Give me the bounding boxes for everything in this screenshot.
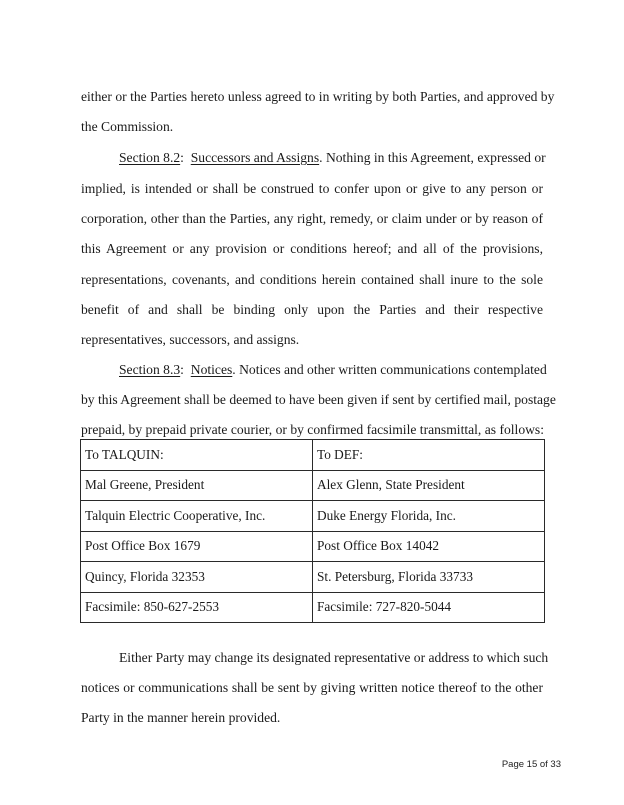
body-text-line: benefit of and shall be binding only upon the Parties and their respective xyxy=(81,302,543,317)
body-text-line: corporation, other than the Parties, any right, remedy, or claim under or by reason of xyxy=(81,211,543,226)
body-text-line: Either Party may change its designated representative or address to which such xyxy=(119,650,549,665)
section-number: Section 8.2 xyxy=(119,150,181,165)
table-cell: Post Office Box 14042 xyxy=(313,531,545,562)
table-cell: Quincy, Florida 32353 xyxy=(81,562,313,593)
body-text-line: representations, covenants, and conditions herein contained shall inure to the sole xyxy=(81,272,543,287)
notices-table xyxy=(80,439,545,623)
body-text-line: Party in the manner herein provided. xyxy=(81,710,281,725)
body-text-line: prepaid, by prepaid private courier, or by confirmed facsimile transmittal, as follows: xyxy=(81,422,545,437)
section-8-3-heading-line xyxy=(119,362,547,378)
table-cell: Alex Glenn, State President xyxy=(313,470,545,501)
section-text: . Nothing in this Agreement, expressed or xyxy=(319,150,546,165)
table-cell: Facsimile: 850-627-2553 xyxy=(81,592,313,623)
table-cell: Talquin Electric Cooperative, Inc. xyxy=(81,501,313,532)
table-cell: Post Office Box 1679 xyxy=(81,531,313,562)
table-row xyxy=(81,440,545,471)
page-number: Page 15 of 33 xyxy=(501,759,561,770)
section-colon: : xyxy=(180,362,184,377)
body-text-line: the Commission. xyxy=(81,119,174,134)
body-text-line: notices or communications shall be sent by giving written notice thereof to the other xyxy=(81,680,543,695)
table-cell: To DEF: xyxy=(313,440,545,471)
table-row xyxy=(81,562,545,593)
table-row xyxy=(81,531,545,562)
table-row xyxy=(81,470,545,501)
table-cell: St. Petersburg, Florida 33733 xyxy=(313,562,545,593)
table-row xyxy=(81,501,545,532)
body-text-line: by this Agreement shall be deemed to have been given if sent by certified mail, postage xyxy=(81,392,556,407)
section-colon: : xyxy=(180,150,184,165)
table-cell: To TALQUIN: xyxy=(81,440,313,471)
section-title: Notices xyxy=(190,362,233,377)
section-8-2-heading-line xyxy=(119,150,546,166)
section-title: Successors and Assigns xyxy=(190,150,320,165)
body-text-line: this Agreement or any provision or conditions hereof; and all of the provisions, xyxy=(81,241,543,256)
table-cell: Facsimile: 727-820-5044 xyxy=(313,592,545,623)
body-text-line: representatives, successors, and assigns. xyxy=(81,332,300,347)
table-cell: Mal Greene, President xyxy=(81,470,313,501)
body-text-line: either or the Parties hereto unless agreed to in writing by both Parties, and approved by xyxy=(81,89,555,104)
section-text: . Notices and other written communications contemplated xyxy=(232,362,547,377)
table-cell: Duke Energy Florida, Inc. xyxy=(313,501,545,532)
table-row xyxy=(81,592,545,623)
body-text-line: implied, is intended or shall be construed to confer upon or give to any person or xyxy=(81,181,543,196)
section-number: Section 8.3 xyxy=(119,362,181,377)
